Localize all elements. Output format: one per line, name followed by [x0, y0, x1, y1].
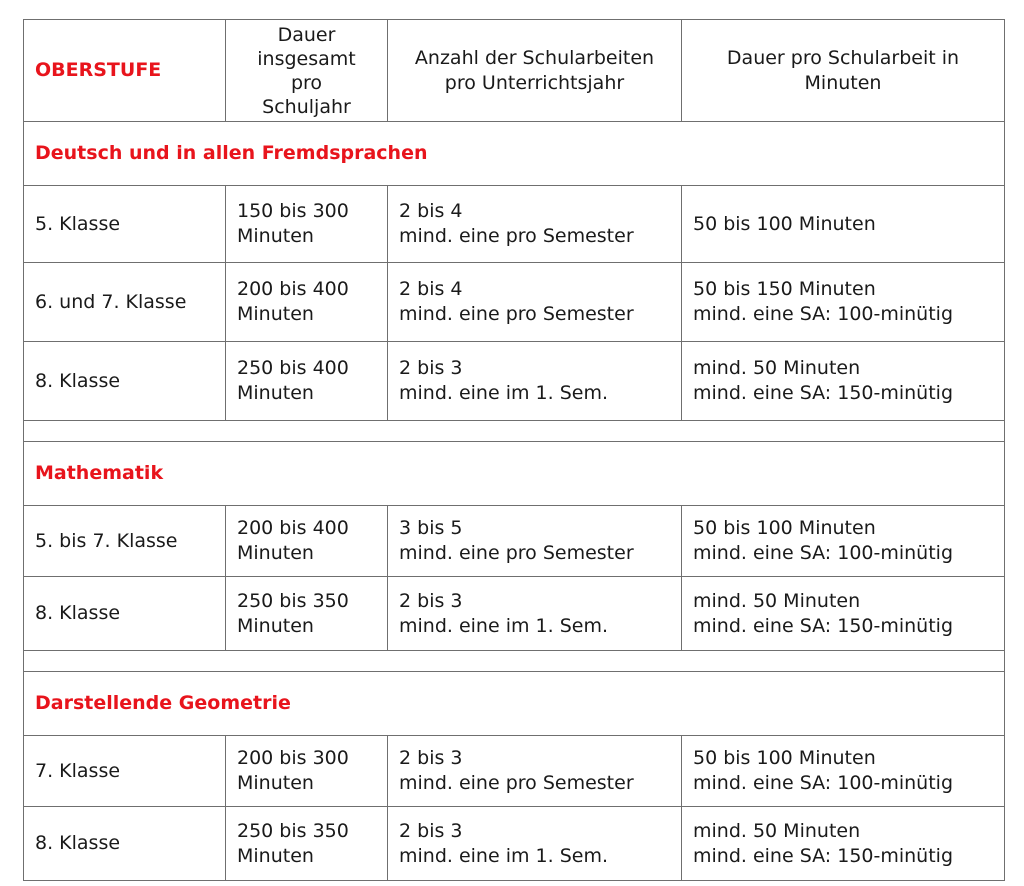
cell-pro-sa: mind. 50 Minuten mind. eine SA: 150-minütig — [682, 807, 1005, 881]
cell-klasse: 5. Klasse — [24, 186, 226, 263]
cell-dauer: 150 bis 300 Minuten — [226, 186, 388, 263]
cell-dauer: 250 bis 350 Minuten — [226, 577, 388, 651]
cell-pro-sa: mind. 50 Minuten mind. eine SA: 150-minütig — [682, 577, 1005, 651]
spacer-cell — [24, 651, 1005, 672]
header-row — [24, 20, 1005, 122]
table-row — [24, 807, 1005, 881]
cell-dauer: 200 bis 400 Minuten — [226, 506, 388, 577]
header-count: Anzahl der Schularbeiten pro Unterrichtsjahr — [388, 20, 682, 122]
cell-anzahl: 3 bis 5 mind. eine pro Semester — [388, 506, 682, 577]
cell-klasse: 8. Klasse — [24, 807, 226, 881]
cell-pro-sa: 50 bis 100 Minuten mind. eine SA: 100-minütig — [682, 736, 1005, 807]
section-header-row — [24, 442, 1005, 506]
cell-dauer: 200 bis 300 Minuten — [226, 736, 388, 807]
section-title: Darstellende Geometrie — [24, 672, 1005, 736]
header-duration-each: Dauer pro Schularbeit in Minuten — [682, 20, 1005, 122]
schularbeiten-table — [23, 19, 1005, 881]
cell-pro-sa: 50 bis 150 Minuten mind. eine SA: 100-minütig — [682, 263, 1005, 342]
table-row — [24, 506, 1005, 577]
cell-anzahl: 2 bis 3 mind. eine im 1. Sem. — [388, 342, 682, 421]
cell-pro-sa: 50 bis 100 Minuten — [682, 186, 1005, 263]
cell-pro-sa: 50 bis 100 Minuten mind. eine SA: 100-minütig — [682, 506, 1005, 577]
cell-klasse: 8. Klasse — [24, 577, 226, 651]
table-row — [24, 577, 1005, 651]
cell-anzahl: 2 bis 4 mind. eine pro Semester — [388, 186, 682, 263]
cell-dauer: 250 bis 400 Minuten — [226, 342, 388, 421]
cell-anzahl: 2 bis 3 mind. eine im 1. Sem. — [388, 807, 682, 881]
section-header-row — [24, 122, 1005, 186]
cell-klasse: 6. und 7. Klasse — [24, 263, 226, 342]
cell-anzahl: 2 bis 3 mind. eine im 1. Sem. — [388, 577, 682, 651]
spacer-row — [24, 421, 1005, 442]
table-row — [24, 186, 1005, 263]
oberstufe-label: OBERSTUFE — [24, 20, 226, 122]
cell-pro-sa: mind. 50 Minuten mind. eine SA: 150-minütig — [682, 342, 1005, 421]
spacer-cell — [24, 421, 1005, 442]
table-row — [24, 263, 1005, 342]
spacer-row — [24, 651, 1005, 672]
cell-dauer: 200 bis 400 Minuten — [226, 263, 388, 342]
cell-anzahl: 2 bis 3 mind. eine pro Semester — [388, 736, 682, 807]
section-header-row — [24, 672, 1005, 736]
cell-klasse: 7. Klasse — [24, 736, 226, 807]
header-duration-total: Dauer insgesamt pro Schuljahr — [226, 20, 388, 122]
cell-klasse: 8. Klasse — [24, 342, 226, 421]
table-row — [24, 736, 1005, 807]
cell-dauer: 250 bis 350 Minuten — [226, 807, 388, 881]
table-row — [24, 342, 1005, 421]
cell-anzahl: 2 bis 4 mind. eine pro Semester — [388, 263, 682, 342]
cell-klasse: 5. bis 7. Klasse — [24, 506, 226, 577]
section-title: Mathematik — [24, 442, 1005, 506]
section-title: Deutsch und in allen Fremdsprachen — [24, 122, 1005, 186]
